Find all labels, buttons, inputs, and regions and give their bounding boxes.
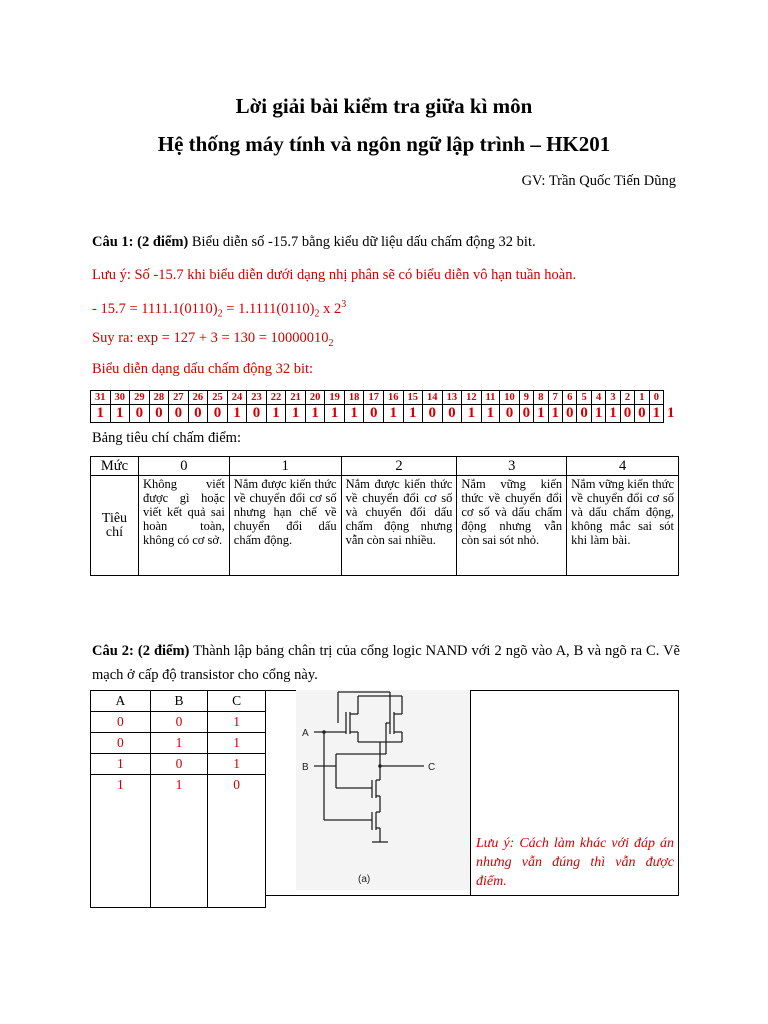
nand-circuit-image	[296, 690, 470, 890]
q2-note: Lưu ý: Cách làm khác với đáp án nhưng vẫn đúng thì vẫn được điểm.	[476, 836, 674, 889]
criteria-header-cell: 4	[567, 457, 679, 476]
criteria-table	[90, 456, 679, 576]
bit-value-cell: 1	[383, 405, 403, 423]
bit-value-cell: 1	[266, 405, 286, 423]
criteria-header-cell: 2	[341, 457, 457, 476]
bit-value-cell: 1	[606, 405, 620, 423]
truth-table	[90, 690, 266, 908]
q1-prompt	[92, 234, 536, 251]
bit-value-cell: 1	[591, 405, 605, 423]
truth-cell: 1	[150, 775, 208, 796]
truth-cell: 0	[150, 754, 208, 775]
bit-index-cell: 10	[500, 391, 520, 405]
bit-index-cell: 25	[208, 391, 228, 405]
q2-text: Thành lập bảng chân trị của cổng logic NAND với 2 ngõ vào A, B và ngõ ra C. Vẽ mạch ở cấp độ transistor cho cổng này.	[92, 643, 680, 683]
bit-value-cell: 0	[208, 405, 228, 423]
truth-cell: 0	[91, 733, 151, 754]
bit-index-cell: 6	[563, 391, 577, 405]
bit-value-cell: 0	[188, 405, 208, 423]
bit-index-cell: 2	[620, 391, 634, 405]
criteria-cell: Nắm được kiến thức về chuyển đổi cơ số nhưng hạn chế về chuyển đổi dấu chấm động.	[229, 476, 341, 576]
truth-cell: 1	[208, 754, 266, 775]
criteria-cell: Nắm vững kiến thức về chuyển đổi cơ số và dấu chấm động, không mắc sai sót khi làm bài.	[567, 476, 679, 576]
bit-index-cell: 13	[442, 391, 462, 405]
q2-label: Câu 2: (2 điểm)	[92, 643, 190, 659]
truth-row	[91, 754, 266, 775]
circuit-label-a: A	[302, 728, 309, 739]
bit-index-cell: 8	[534, 391, 548, 405]
bit-value-cell: 1	[534, 405, 548, 423]
truth-cell: 0	[150, 712, 208, 733]
bit-index-cell: 22	[266, 391, 286, 405]
truth-header-cell: A	[91, 691, 151, 712]
criteria-header-cell: 1	[229, 457, 341, 476]
criteria-header-cell: 3	[457, 457, 567, 476]
circuit-label-b: B	[302, 762, 309, 773]
q1-label: Câu 1: (2 điểm)	[92, 234, 189, 250]
criteria-row-label: Tiêu chí	[91, 476, 139, 576]
bit-table	[90, 390, 678, 423]
bit-index-cell: 14	[423, 391, 443, 405]
truth-cell: 1	[91, 754, 151, 775]
bit-value-cell: 0	[423, 405, 443, 423]
bit-value-cell: 0	[635, 405, 649, 423]
truth-cell: 1	[150, 733, 208, 754]
q1-calc-line2: Suy ra: $\exp = 127 + 3 = 130 = 10000010_2$	[92, 330, 334, 349]
criteria-header-cell: 0	[138, 457, 229, 476]
q1-note: Lưu ý: Số -15.7 khi biểu diễn dưới dạng nhị phân sẽ có biểu diễn vô hạn tuần hoàn.	[92, 267, 577, 283]
bit-value-cell: 0	[577, 405, 591, 423]
bit-value-cell: 1	[344, 405, 364, 423]
bit-index-cell: 16	[383, 391, 403, 405]
bit-index-cell: 19	[325, 391, 345, 405]
bit-value-cell: 1	[286, 405, 306, 423]
bit-value-cell: 0	[519, 405, 533, 423]
bit-index-cell: 0	[649, 391, 663, 405]
bit-value-cell: 1	[110, 405, 130, 423]
q1-calc-line3: Biểu diễn dạng dấu chấm động 32 bit:	[92, 361, 314, 377]
circuit-label-c: C	[428, 762, 436, 773]
truth-row	[91, 775, 266, 796]
bit-value-cell: 1	[227, 405, 247, 423]
bit-index-cell: 18	[344, 391, 364, 405]
bit-index-cell: 20	[305, 391, 325, 405]
bit-index-cell: 15	[403, 391, 423, 405]
bit-index-cell: 7	[548, 391, 562, 405]
truth-cell: 0	[91, 712, 151, 733]
bit-value-cell: 1	[481, 405, 500, 423]
bit-value-cell: 1	[305, 405, 325, 423]
bit-index-cell: 29	[130, 391, 150, 405]
truth-row	[91, 733, 266, 754]
bit-value-cell: 1	[403, 405, 423, 423]
bit-index-cell: 9	[519, 391, 533, 405]
q2-prompt	[92, 639, 680, 687]
truth-cell: 1	[208, 733, 266, 754]
criteria-header-level: Mức	[91, 457, 139, 476]
bit-value-cell: 0	[442, 405, 462, 423]
bit-index-cell: 11	[481, 391, 500, 405]
bit-index-cell: 3	[606, 391, 620, 405]
bit-value-cell: 0	[169, 405, 189, 423]
truth-cell: 1	[208, 712, 266, 733]
bit-value-cell: 0	[563, 405, 577, 423]
bit-index-cell: 12	[462, 391, 482, 405]
q1-calc-line1: - $15.7 = 1111.1(0110)_2 = 1.1111(0110)_2$ x $2^3$	[92, 299, 347, 320]
bit-index-cell: 5	[577, 391, 591, 405]
bit-value-cell: 0	[247, 405, 267, 423]
teacher-name: GV: Trần Quốc Tiến Dũng	[521, 173, 676, 189]
bit-value-cell: 1	[649, 405, 663, 423]
bit-index-cell: 30	[110, 391, 130, 405]
bit-value-cell: 0	[500, 405, 520, 423]
bit-value-cell: 0	[620, 405, 634, 423]
truth-row	[91, 712, 266, 733]
truth-cell: 0	[208, 775, 266, 796]
bit-index-cell: 26	[188, 391, 208, 405]
bit-index-cell: 17	[364, 391, 384, 405]
criteria-cell: Không viết được gì hoặc viết kết quả sai hoàn toàn, không có cơ sở.	[138, 476, 229, 576]
bit-index-cell: 24	[227, 391, 247, 405]
page-title: Lời giải bài kiểm tra giữa kì môn	[235, 94, 533, 118]
bit-index-cell: 1	[635, 391, 649, 405]
criteria-caption: Bảng tiêu chí chấm điểm:	[92, 430, 241, 446]
criteria-cell: Nắm vững kiến thức về chuyển đổi cơ số và dấu chấm động nhưng vẫn còn sai sót nhỏ.	[457, 476, 567, 576]
bit-value-cell: 1	[462, 405, 482, 423]
page-subtitle: Hệ thống máy tính và ngôn ngữ lập trình – HK201	[157, 132, 611, 156]
circuit-caption: (a)	[358, 874, 371, 885]
bit-index-cell: 21	[286, 391, 306, 405]
bit-index-cell: 28	[149, 391, 169, 405]
bit-value-cell: 0	[149, 405, 169, 423]
bit-value-cell: 1	[91, 405, 111, 423]
criteria-cell: Nắm được kiến thức về chuyển đổi cơ số và chuyển đổi dấu chấm động nhưng vẫn còn sai nhiều.	[341, 476, 457, 576]
q1-text: Biểu diễn số -15.7 bằng kiểu dữ liệu dấu chấm động 32 bit.	[188, 234, 536, 250]
bit-value-cell: 0	[364, 405, 384, 423]
bit-value-cell: 0	[130, 405, 150, 423]
truth-cell: 1	[91, 775, 151, 796]
bit-index-cell: 27	[169, 391, 189, 405]
truth-header-cell: C	[208, 691, 266, 712]
bit-index-cell: 4	[591, 391, 605, 405]
bit-value-cell: 1	[325, 405, 345, 423]
bit-value-cell: 1	[548, 405, 562, 423]
bit-value-cell: 1	[667, 405, 675, 421]
bit-index-cell: 23	[247, 391, 267, 405]
bit-index-cell: 31	[91, 391, 111, 405]
frame-divider	[470, 690, 471, 895]
truth-header-cell: B	[150, 691, 208, 712]
